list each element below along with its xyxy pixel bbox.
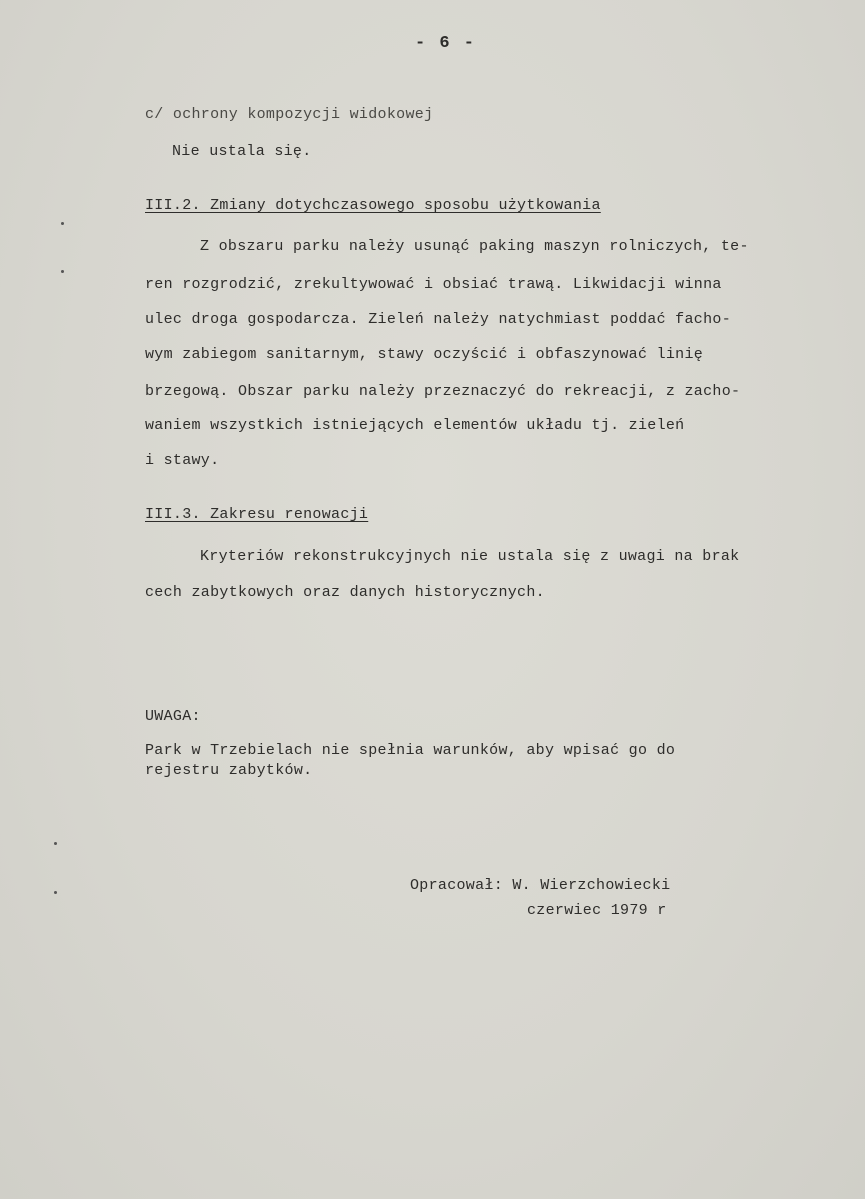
prepared-by: Opracował: W. Wierzchowiecki [410, 877, 671, 894]
section-3-3-line: Kryteriów rekonstrukcyjnych nie ustala się z uwagi na brak [200, 548, 740, 565]
section-3-2-line: Z obszaru parku należy usunąć paking maszyn rolniczych, te- [200, 238, 749, 255]
paper-speck [61, 270, 64, 273]
section-3-2-heading: III.2. Zmiany dotychczasowego sposobu użytkowania [145, 197, 601, 214]
signature-date: czerwiec 1979 r [527, 902, 667, 919]
section-3-2-line: i stawy. [145, 452, 220, 469]
subsection-c-body: Nie ustala się. [172, 143, 312, 160]
section-3-3-heading: III.3. Zakresu renowacji [145, 506, 369, 523]
page-number: - 6 - [415, 34, 477, 53]
note-label: UWAGA: [145, 708, 201, 725]
section-3-2-line: brzegową. Obszar parku należy przeznaczyć do rekreacji, z zacho- [145, 383, 741, 400]
section-3-2-line: waniem wszystkich istniejących elementów układu tj. zieleń [145, 417, 685, 434]
paper-speck [54, 891, 57, 894]
note-line: Park w Trzebielach nie spełnia warunków, aby wpisać go do [145, 742, 676, 759]
subsection-c-heading: c/ ochrony kompozycji widokowej [145, 106, 434, 123]
section-3-3-line: cech zabytkowych oraz danych historycznych. [145, 584, 545, 601]
section-3-2-line: ulec droga gospodarcza. Zieleń należy natychmiast poddać facho- [145, 311, 731, 328]
section-3-2-line: wym zabiegom sanitarnym, stawy oczyścić i obfaszynować linię [145, 346, 704, 363]
paper-speck [61, 222, 64, 225]
section-3-2-line: ren rozgrodzić, zrekultywować i obsiać trawą. Likwidacji winna [145, 276, 722, 293]
note-line: rejestru zabytków. [145, 762, 313, 779]
paper-speck [54, 842, 57, 845]
